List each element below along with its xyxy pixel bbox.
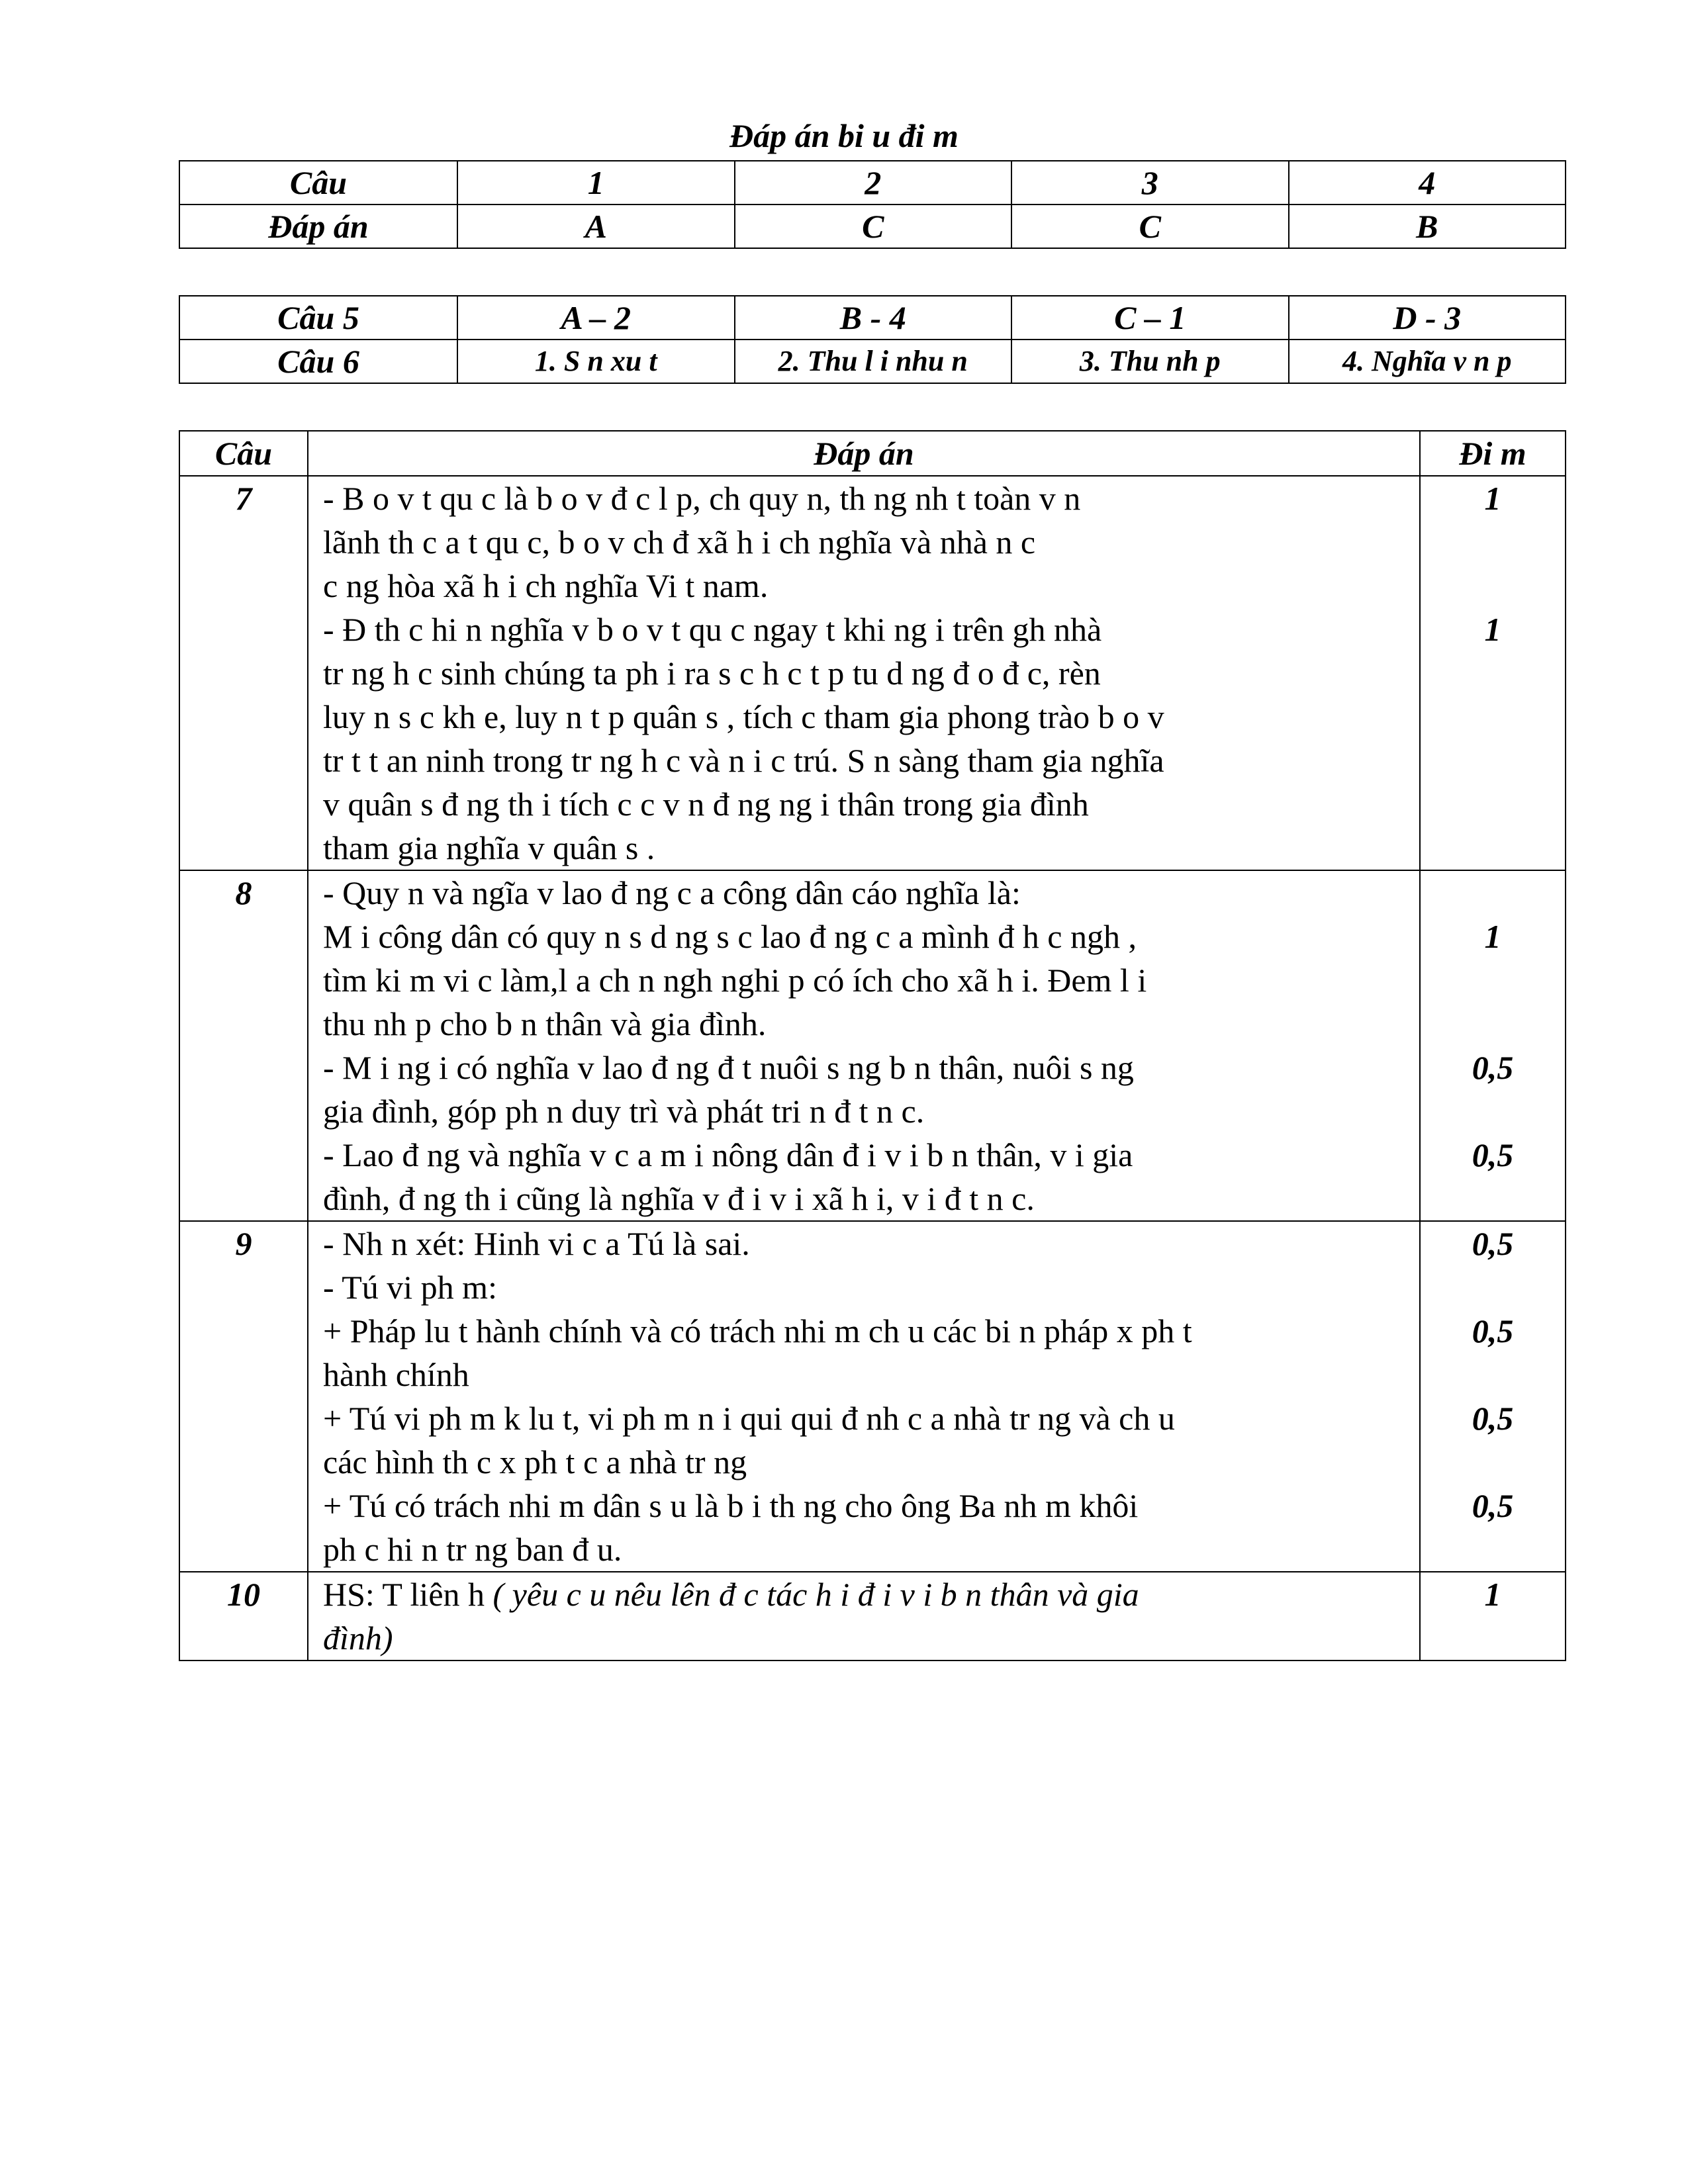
header-question: Câu [179,431,308,476]
essay-answer-table [179,430,1566,1661]
question-number: 3 [1011,161,1289,205]
question-number: 10 [179,1572,308,1661]
answer-line: + Tú vi ph m k lu t, vi ph m n i qui qui đ nh c a nhà tr ng và ch u [323,1400,1175,1437]
points-value: 1 [1484,1576,1501,1613]
answer-line: c ng hòa xã h i ch nghĩa Vi t nam. [323,567,769,604]
answer-line-italic: ( yêu c u nêu lên đ c tác h i đ i v i b n thân và gia [485,1576,1139,1613]
answer-value: C [735,205,1012,248]
question-number: 2 [735,161,1012,205]
answer-line: - Quy n và ngĩa v lao đ ng c a công dân cáo nghĩa là: [323,874,1021,911]
matching-answer: A – 2 [457,296,735,340]
points-value: 0,5 [1472,1400,1514,1437]
answer-line: luy n s c kh e, luy n t p quân s , tích c tham gia phong trào b o v [323,698,1164,735]
points-value: 1 [1484,611,1501,648]
table-row [179,1221,1566,1572]
answer-line: - M i ng i có nghĩa v lao đ ng đ t nuôi s ng b n thân, nuôi s ng [323,1049,1134,1086]
matching-answer: C – 1 [1011,296,1289,340]
table-row [179,1572,1566,1661]
fill-answer: 2. Thu l i nhu n [735,340,1012,383]
answer-line: đình, đ ng th i cũng là nghĩa v đ i v i xã h i, v i đ t n c. [323,1180,1035,1217]
answer-line-plain: HS: T liên h [323,1576,485,1613]
table-row [179,340,1566,383]
table-header-row [179,431,1566,476]
answer-line [323,1572,1405,1616]
table-row [179,205,1566,248]
points-value: 0,5 [1472,1487,1514,1524]
answer-text [308,476,1420,870]
points-value: 0,5 [1472,1312,1514,1349]
answer-line: lãnh th c a t qu c, b o v ch đ xã h i ch nghĩa và nhà n c [323,523,1036,561]
answer-value: A [457,205,735,248]
answer-value: B [1289,205,1566,248]
answer-line: - Nh n xét: Hinh vi c a Tú là sai. [323,1225,750,1262]
answer-line: ph c hi n tr ng ban đ u. [323,1531,622,1568]
header-points: Đi m [1420,431,1566,476]
answer-line: - Đ th c hi n nghĩa v b o v t qu c ngay t khi ng i trên gh nhà [323,611,1102,648]
question-number: 9 [179,1221,308,1572]
points-value: 0,5 [1472,1225,1514,1262]
question-number: 8 [179,870,308,1221]
answer-line: - Lao đ ng và nghĩa v c a m i nông dân đ i v i b n thân, v i gia [323,1136,1133,1173]
answer-line: đình) [323,1619,393,1657]
question-number: 7 [179,476,308,870]
answer-text [308,1572,1420,1661]
answer-line: tham gia nghĩa v quân s . [323,829,655,866]
answer-table-5-6 [179,295,1566,384]
points-value: 1 [1484,918,1501,955]
answer-line: tìm ki m vi c làm,l a ch n ngh nghi p có ích cho xã h i. Đem l i [323,962,1147,999]
answer-line: hành chính [323,1356,469,1393]
answer-line: thu nh p cho b n thân và gia đình. [323,1005,767,1042]
row-label: Câu 5 [179,296,457,340]
answer-table-1-4 [179,160,1566,249]
points-cell [1420,870,1566,1221]
fill-answer: 4. Nghĩa v n p [1289,340,1566,383]
fill-answer: 1. S n xu t [457,340,735,383]
page-title: Đáp án bi u đi m [729,117,959,154]
points-value: 0,5 [1472,1136,1514,1173]
answer-line: các hình th c x ph t c a nhà tr ng [323,1443,747,1480]
answer-value: C [1011,205,1289,248]
question-number: 4 [1289,161,1566,205]
answer-line: + Tú có trách nhi m dân s u là b i th ng cho ông Ba nh m khôi [323,1487,1139,1524]
header-answer: Đáp án [308,431,1420,476]
matching-answer: D - 3 [1289,296,1566,340]
question-number: 1 [457,161,735,205]
answer-line: - Tú vi ph m: [323,1269,497,1306]
row-label: Câu [179,161,457,205]
answer-line: + Pháp lu t hành chính và có trách nhi m ch u các bi n pháp x ph t [323,1312,1192,1349]
points-value: 1 [1484,480,1501,517]
table-row [179,476,1566,870]
row-label: Câu 6 [179,340,457,383]
matching-answer: B - 4 [735,296,1012,340]
answer-line: tr t t an ninh trong tr ng h c và n i c trú. S n sàng tham gia nghĩa [323,742,1164,779]
points-cell [1420,1572,1566,1661]
table-row [179,296,1566,340]
table-row [179,870,1566,1221]
answer-line: - B o v t qu c là b o v đ c l p, ch quy n, th ng nh t toàn v n [323,480,1081,517]
points-value: 0,5 [1472,1049,1514,1086]
answer-line: v quân s đ ng th i tích c c v n đ ng ng i thân trong gia đình [323,786,1089,823]
answer-line: gia đình, góp ph n duy trì và phát tri n đ t n c. [323,1093,925,1130]
row-label: Đáp án [179,205,457,248]
table-row [179,161,1566,205]
answer-text [308,1221,1420,1572]
points-cell [1420,1221,1566,1572]
answer-line: tr ng h c sinh chúng ta ph i ra s c h c t p tu d ng đ o đ c, rèn [323,655,1101,692]
answer-line: M i công dân có quy n s d ng s c lao đ ng c a mình đ h c ngh , [323,918,1137,955]
points-cell [1420,476,1566,870]
answer-text [308,870,1420,1221]
fill-answer: 3. Thu nh p [1011,340,1289,383]
